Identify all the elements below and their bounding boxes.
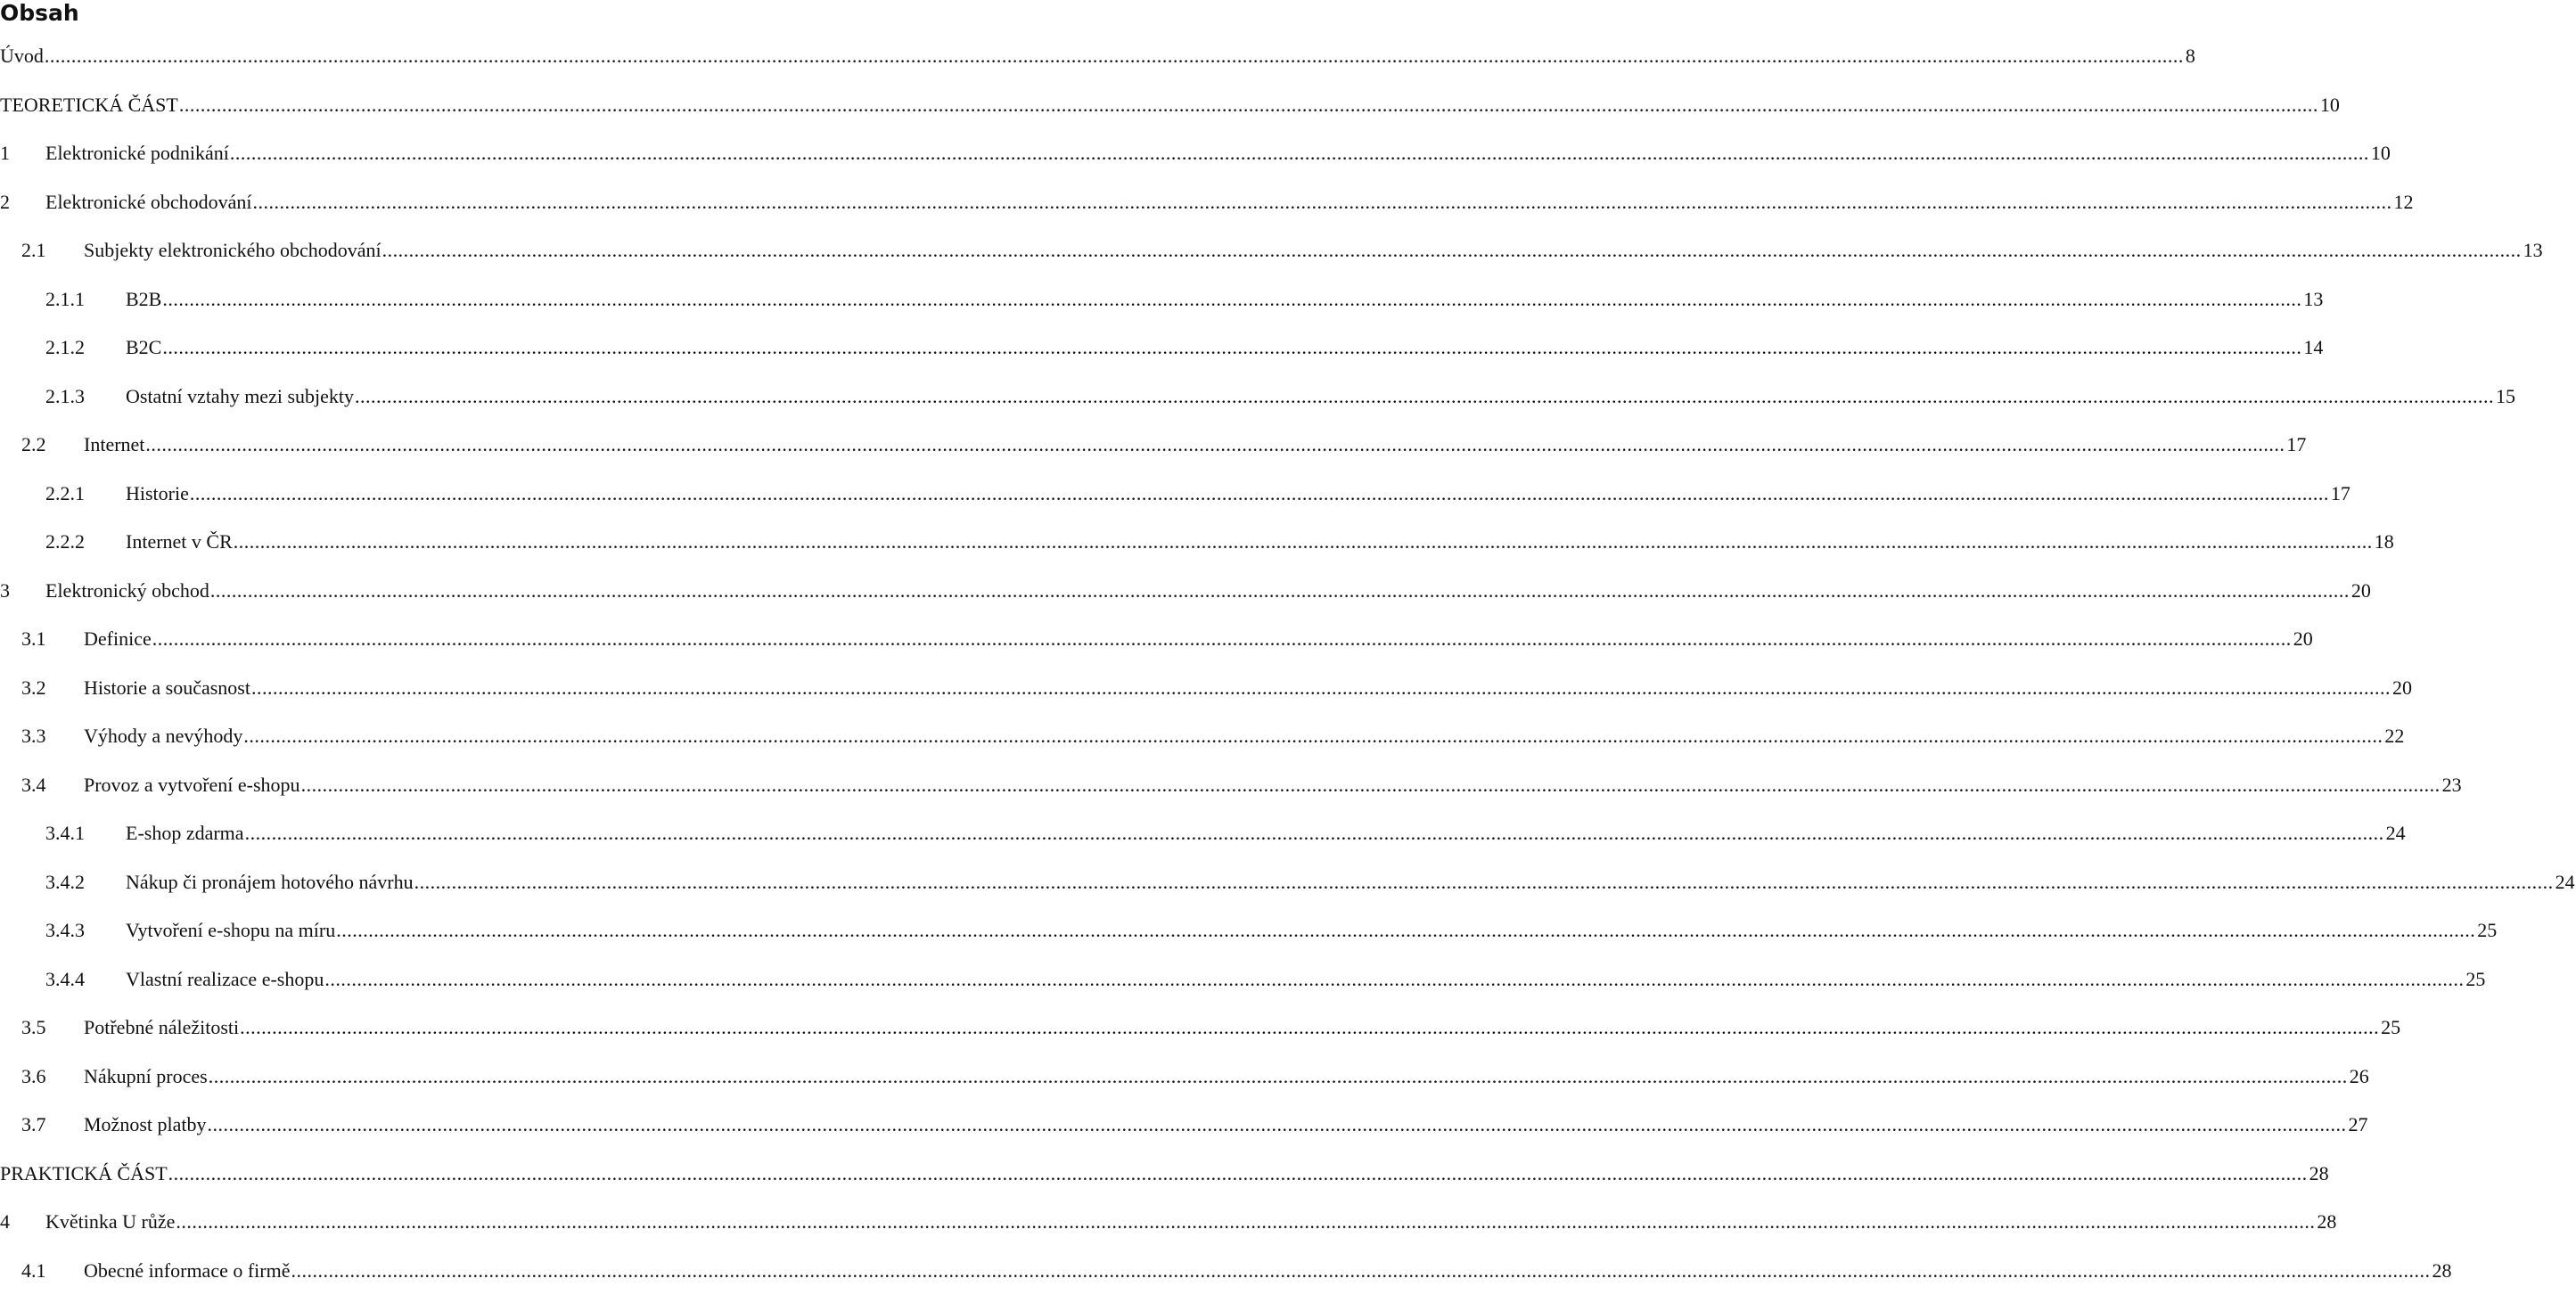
dot-leader: ................................................................................................................................................................................................................................................................................................................................................................................................................ bbox=[414, 871, 2554, 894]
toc-entry-number: 3.4.1 bbox=[45, 822, 126, 845]
toc-entry[interactable] bbox=[0, 809, 856, 858]
toc-entry-page-number: 28 bbox=[2432, 1259, 2453, 1283]
toc-entry[interactable] bbox=[0, 1247, 856, 1295]
toc-entry[interactable] bbox=[0, 567, 856, 616]
toc-entry[interactable] bbox=[0, 1004, 856, 1053]
dot-leader: ................................................................................................................................................................................................................................................................................................................................................................................................................ bbox=[245, 822, 2384, 845]
toc-entry-page-number: 20 bbox=[2351, 579, 2372, 602]
toc-entry-title: Ostatní vztahy mezi subjekty bbox=[126, 385, 354, 408]
dot-leader: ................................................................................................................................................................................................................................................................................................................................................................................................................ bbox=[301, 774, 2441, 797]
dot-leader: ................................................................................................................................................................................................................................................................................................................................................................................................................ bbox=[251, 676, 2391, 700]
toc-entry-number: 3.6 bbox=[21, 1065, 84, 1088]
dot-leader: ................................................................................................................................................................................................................................................................................................................................................................................................................ bbox=[240, 1016, 2379, 1039]
toc-entry[interactable] bbox=[0, 421, 856, 470]
toc-entry-page-number: 10 bbox=[2320, 94, 2341, 117]
toc-entry[interactable] bbox=[0, 81, 856, 130]
toc-entry[interactable] bbox=[0, 32, 856, 81]
toc-entry-page-number: 13 bbox=[2303, 288, 2324, 311]
toc-entry-number: 2.1.2 bbox=[45, 336, 126, 359]
toc-entry-page-number: 8 bbox=[2186, 45, 2196, 68]
toc-entry-title: Elektronický obchod bbox=[45, 579, 209, 602]
toc-entry[interactable] bbox=[0, 906, 856, 955]
toc-entry-number: 2.2 bbox=[21, 433, 84, 456]
toc-entry-title: Subjekty elektronického obchodování bbox=[84, 239, 381, 262]
toc-entry-page-number: 28 bbox=[2317, 1210, 2337, 1234]
dot-leader: ................................................................................................................................................................................................................................................................................................................................................................................................................ bbox=[253, 191, 2392, 214]
toc-entry[interactable] bbox=[0, 129, 856, 178]
dot-leader: ................................................................................................................................................................................................................................................................................................................................................................................................................ bbox=[45, 45, 2184, 68]
dot-leader: ................................................................................................................................................................................................................................................................................................................................................................................................................ bbox=[382, 239, 2522, 262]
toc-entry-title: Internet v ČR bbox=[126, 530, 233, 553]
toc-entry-title: Nákupní proces bbox=[84, 1065, 208, 1088]
toc-entry[interactable] bbox=[0, 858, 856, 907]
toc-entry[interactable] bbox=[0, 1101, 856, 1150]
toc-entry[interactable] bbox=[0, 373, 856, 422]
toc-entry-title: Vytvoření e-shopu na míru bbox=[126, 919, 335, 942]
toc-entry-page-number: 12 bbox=[2394, 191, 2415, 214]
toc-entry-number: 3 bbox=[0, 579, 45, 602]
toc-entry-page-number: 26 bbox=[2350, 1065, 2370, 1088]
page-title: Obsah bbox=[0, 0, 79, 27]
toc-entry[interactable] bbox=[0, 615, 856, 664]
toc-entry-number: 3.7 bbox=[21, 1113, 84, 1136]
dot-leader: ................................................................................................................................................................................................................................................................................................................................................................................................................ bbox=[230, 142, 2369, 165]
dot-leader: ................................................................................................................................................................................................................................................................................................................................................................................................................ bbox=[210, 579, 2350, 602]
toc-entry-page-number: 27 bbox=[2349, 1113, 2369, 1136]
dot-leader: ................................................................................................................................................................................................................................................................................................................................................................................................................ bbox=[152, 627, 2292, 651]
toc-entry-number: 2.1.1 bbox=[45, 288, 126, 311]
dot-leader: ................................................................................................................................................................................................................................................................................................................................................................................................................ bbox=[324, 968, 2464, 991]
dot-leader: ................................................................................................................................................................................................................................................................................................................................................................................................................ bbox=[162, 336, 2301, 359]
toc-entry-page-number: 28 bbox=[2309, 1162, 2330, 1185]
dot-leader: ................................................................................................................................................................................................................................................................................................................................................................................................................ bbox=[162, 288, 2301, 311]
toc-entry-title: Internet bbox=[84, 433, 144, 456]
dot-leader: ................................................................................................................................................................................................................................................................................................................................................................................................................ bbox=[355, 385, 2494, 408]
toc-entry-page-number: 25 bbox=[2381, 1016, 2401, 1039]
toc-entry-page-number: 24 bbox=[2555, 871, 2576, 894]
toc-entry[interactable] bbox=[0, 518, 856, 567]
dot-leader: ................................................................................................................................................................................................................................................................................................................................................................................................................ bbox=[336, 919, 2475, 942]
toc-entry-page-number: 17 bbox=[2331, 482, 2351, 505]
toc-entry[interactable] bbox=[0, 1053, 856, 1102]
toc-entry[interactable] bbox=[0, 470, 856, 519]
toc-entry-number: 4 bbox=[0, 1210, 45, 1234]
table-of-contents bbox=[0, 32, 856, 1295]
dot-leader: ................................................................................................................................................................................................................................................................................................................................................................................................................ bbox=[243, 725, 2383, 748]
toc-entry-title: Provoz a vytvoření e-shopu bbox=[84, 774, 300, 797]
toc-entry-title: TEORETICKÁ ČÁST bbox=[0, 94, 178, 117]
toc-entry-title: Úvod bbox=[0, 45, 44, 68]
toc-entry-title: E-shop zdarma bbox=[126, 822, 244, 845]
dot-leader: ................................................................................................................................................................................................................................................................................................................................................................................................................ bbox=[291, 1259, 2431, 1283]
toc-entry-title: Možnost platby bbox=[84, 1113, 207, 1136]
toc-entry-number: 2.2.2 bbox=[45, 530, 126, 553]
toc-entry[interactable] bbox=[0, 1198, 856, 1247]
toc-entry-title: B2B bbox=[126, 288, 161, 311]
toc-entry-number: 2.1 bbox=[21, 239, 84, 262]
toc-entry-page-number: 14 bbox=[2303, 336, 2324, 359]
toc-entry-page-number: 17 bbox=[2286, 433, 2307, 456]
toc-entry-page-number: 10 bbox=[2371, 142, 2391, 165]
toc-entry-number: 3.3 bbox=[21, 725, 84, 748]
toc-entry-page-number: 18 bbox=[2375, 530, 2395, 553]
toc-entry-page-number: 25 bbox=[2477, 919, 2498, 942]
toc-entry-number: 3.4.3 bbox=[45, 919, 126, 942]
toc-entry-title: Květinka U růže bbox=[45, 1210, 175, 1234]
toc-entry-page-number: 13 bbox=[2523, 239, 2544, 262]
toc-entry-page-number: 15 bbox=[2496, 385, 2516, 408]
toc-entry-title: Historie bbox=[126, 482, 189, 505]
toc-entry-number: 4.1 bbox=[21, 1259, 84, 1283]
toc-entry[interactable] bbox=[0, 275, 856, 324]
toc-entry-title: Nákup či pronájem hotového návrhu bbox=[126, 871, 414, 894]
toc-entry-number: 3.4 bbox=[21, 774, 84, 797]
toc-entry-number: 2 bbox=[0, 191, 45, 214]
toc-entry-page-number: 23 bbox=[2442, 774, 2463, 797]
toc-entry-number: 3.4.4 bbox=[45, 968, 126, 991]
toc-entry-page-number: 20 bbox=[2293, 627, 2314, 651]
toc-entry-page-number: 25 bbox=[2465, 968, 2486, 991]
toc-entry-page-number: 20 bbox=[2392, 676, 2413, 700]
toc-entry-title: Obecné informace o firmě bbox=[84, 1259, 291, 1283]
toc-entry-title: Historie a současnost bbox=[84, 676, 250, 700]
toc-entry-page-number: 22 bbox=[2384, 725, 2405, 748]
toc-entry-title: Definice bbox=[84, 627, 152, 651]
dot-leader: ................................................................................................................................................................................................................................................................................................................................................................................................................ bbox=[209, 1065, 2348, 1088]
dot-leader: ................................................................................................................................................................................................................................................................................................................................................................................................................ bbox=[176, 1210, 2315, 1234]
toc-entry[interactable] bbox=[0, 761, 856, 810]
toc-entry-number: 3.5 bbox=[21, 1016, 84, 1039]
toc-entry-title: Výhody a nevýhody bbox=[84, 725, 242, 748]
dot-leader: ................................................................................................................................................................................................................................................................................................................................................................................................................ bbox=[190, 482, 2329, 505]
toc-entry-number: 1 bbox=[0, 142, 45, 165]
dot-leader: ................................................................................................................................................................................................................................................................................................................................................................................................................ bbox=[168, 1162, 2308, 1185]
dot-leader: ................................................................................................................................................................................................................................................................................................................................................................................................................ bbox=[234, 530, 2373, 553]
toc-entry[interactable] bbox=[0, 955, 856, 1004]
toc-entry[interactable] bbox=[0, 664, 856, 713]
toc-entry[interactable] bbox=[0, 1150, 856, 1199]
toc-entry-title: Elektronické obchodování bbox=[45, 191, 252, 214]
toc-entry-number: 2.2.1 bbox=[45, 482, 126, 505]
toc-entry-number: 3.2 bbox=[21, 676, 84, 700]
toc-entry[interactable] bbox=[0, 324, 856, 373]
dot-leader: ................................................................................................................................................................................................................................................................................................................................................................................................................ bbox=[208, 1113, 2347, 1136]
toc-entry-title: Elektronické podnikání bbox=[45, 142, 229, 165]
toc-entry-number: 2.1.3 bbox=[45, 385, 126, 408]
toc-entry-title: B2C bbox=[126, 336, 161, 359]
dot-leader: ................................................................................................................................................................................................................................................................................................................................................................................................................ bbox=[179, 94, 2318, 117]
dot-leader: ................................................................................................................................................................................................................................................................................................................................................................................................................ bbox=[145, 433, 2285, 456]
toc-entry-title: Potřebné náležitosti bbox=[84, 1016, 239, 1039]
toc-entry[interactable] bbox=[0, 226, 856, 275]
toc-entry-number: 3.4.2 bbox=[45, 871, 126, 894]
toc-entry-title: Vlastní realizace e-shopu bbox=[126, 968, 324, 991]
toc-entry[interactable] bbox=[0, 712, 856, 761]
toc-entry-title: PRAKTICKÁ ČÁST bbox=[0, 1162, 168, 1185]
toc-entry-page-number: 24 bbox=[2386, 822, 2407, 845]
toc-entry[interactable] bbox=[0, 178, 856, 227]
toc-entry-number: 3.1 bbox=[21, 627, 84, 651]
